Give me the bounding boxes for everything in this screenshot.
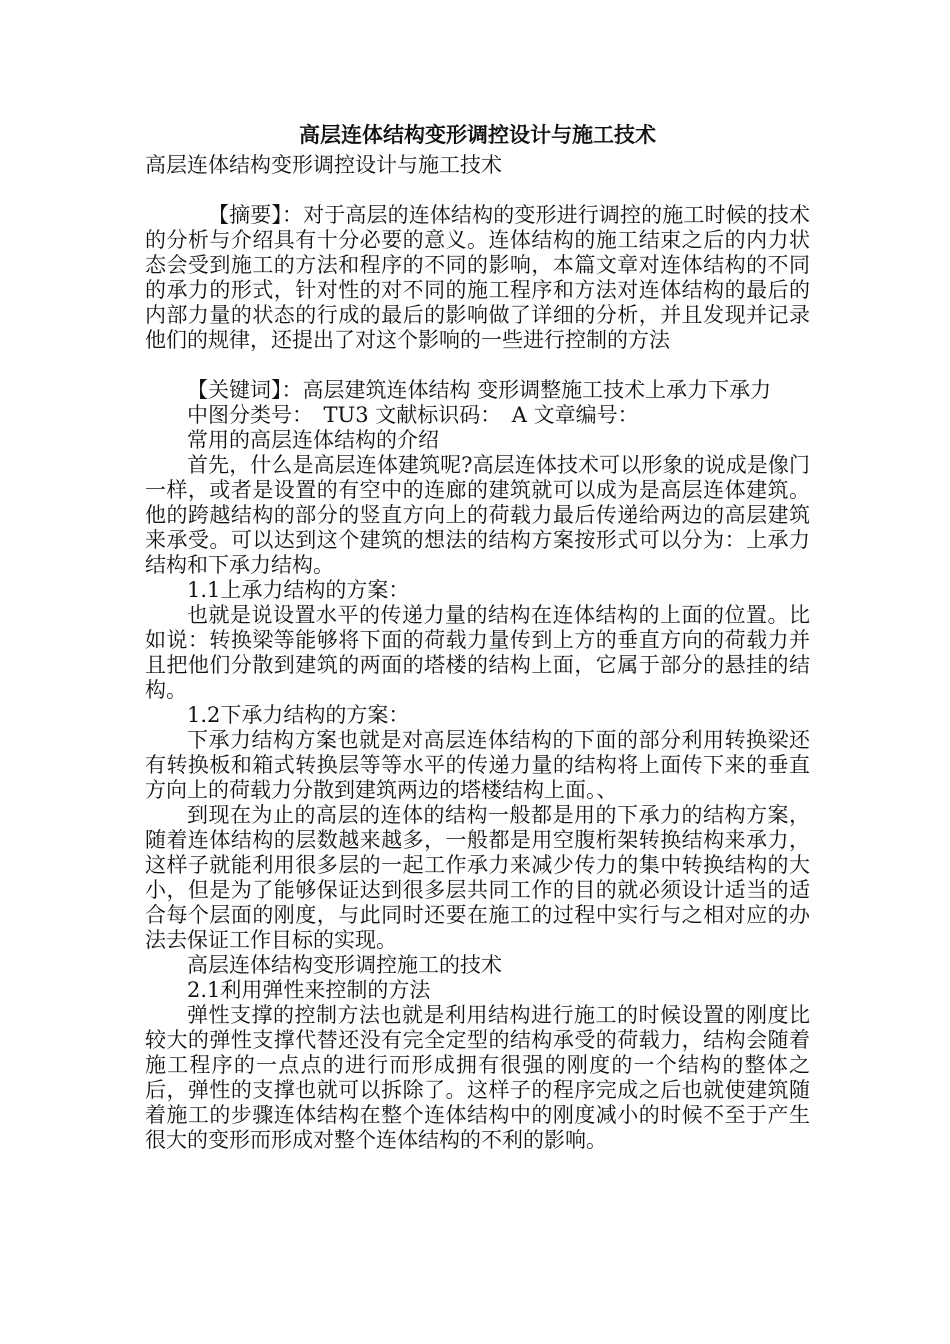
classification-line: 中图分类号： TU3 文献标识码： A 文章编号： [187, 403, 639, 427]
section-1-title: 常用的高层连体结构的介绍 [187, 428, 439, 452]
section-1-2-body: 下承力结构方案也就是对高层连体结构的下面的部分利用转换梁还有转换板和箱式转换层等等水平的传递力量的结构将上面传下来的垂直方向上的荷载力分散到建筑两边的塔楼结构上面。、 [145, 728, 810, 802]
document-subtitle: 高层连体结构变形调控设计与施工技术 [145, 153, 502, 177]
section-2-1-body: 弹性支撑的控制方法也就是利用结构进行施工的时候设置的刚度比较大的弹性支撑代替还没有完全定型的结构承受的荷载力，结构会随着施工程序的一点点的进行而形成拥有很强的刚度的一个结构的整体之后，弹性的支撑也就可以拆除了。这样子的程序完成之后也就使建筑随着施工的步骤连体结构在整个连体结构中的刚度减小的时候不至于产生很大的变形而形成对整个连体结构的不利的影响。 [145, 1003, 810, 1152]
section-1-body: 首先，什么是高层连体建筑呢?高层连体技术可以形象的说成是像门一样，或者是设置的有空中的连廊的建筑就可以成为是高层连体建筑。他的跨越结构的部分的竖直方向上的荷载力最后传递给两边的高层建筑来承受。可以达到这个建筑的想法的结构方案按形式可以分为：上承力结构和下承力结构。 [145, 453, 810, 577]
abstract-paragraph: 【摘要】：对于高层的连体结构的变形进行调控的施工时候的技术的分析与介绍具有十分必要的意义。连体结构的施工结束之后的内力状态会受到施工的方法和程序的不同的影响，本篇文章对连体结构的不同的承力的形式，针对性的对不同的施工程序和方法对连体结构的最后的内部力量的状态的行成的最后的影响做了详细的分析，并且发现并记录他们的规律，还提出了对这个影响的一些进行控制的方法 [145, 203, 810, 352]
spacer [145, 353, 810, 378]
spacer [145, 178, 810, 203]
keywords-paragraph: 【关键词】：高层建筑连体结构 变形调整施工技术上承力下承力 [187, 378, 772, 402]
document-page [145, 118, 810, 1153]
section-1-2-body-2: 到现在为止的高层的连体的结构一般都是用的下承力的结构方案，随着连体结构的层数越来越多，一般都是用空腹桁架转换结构来承力，这样子就能利用很多层的一起工作承力来减少传力的集中转换结构的大小，但是为了能够保证达到很多层共同工作的目的就必须设计适当的适合每个层面的刚度，与此同时还要在施工的过程中实行与之相对应的办法去保证工作目标的实现。 [145, 803, 810, 952]
document-title: 高层连体结构变形调控设计与施工技术 [299, 122, 656, 147]
section-2-title: 高层连体结构变形调控施工的技术 [187, 953, 502, 977]
section-1-1-body: 也就是说设置水平的传递力量的结构在连体结构的上面的位置。比如说：转换梁等能够将下面的荷载力量传到上方的垂直方向的荷载力并且把他们分散到建筑的两面的塔楼的结构上面，它属于部分的悬挂的结构。 [145, 603, 810, 702]
section-1-1-title: 1.1上承力结构的方案： [187, 578, 410, 602]
section-1-2-title: 1.2下承力结构的方案： [187, 703, 410, 727]
section-2-1-title: 2.1利用弹性来控制的方法 [187, 978, 431, 1002]
